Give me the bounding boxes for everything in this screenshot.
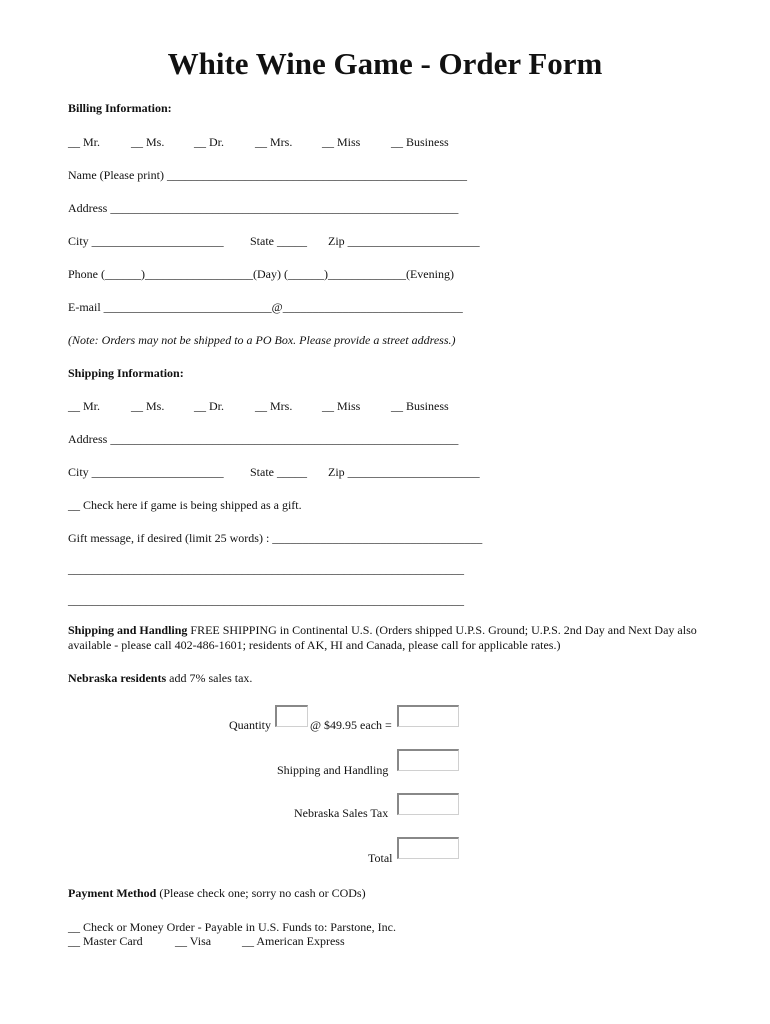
payment-method-label: Payment Method bbox=[68, 886, 157, 900]
gift-message-field[interactable]: Gift message, if desired (limit 25 words) : ___________________________________ bbox=[68, 531, 483, 545]
billing-salutation-business[interactable]: __ Business bbox=[391, 135, 449, 149]
payment-method-heading bbox=[68, 886, 698, 901]
subtotal-input[interactable] bbox=[397, 705, 459, 727]
shipping-salutation-dr[interactable]: __ Dr. bbox=[194, 399, 224, 413]
shipping-handling-note bbox=[68, 623, 698, 653]
payment-visa-option[interactable]: __ Visa bbox=[175, 934, 212, 948]
shipping-state-field[interactable]: State _____ bbox=[250, 465, 307, 479]
shipping-zip-field[interactable]: Zip ______________________ bbox=[328, 465, 480, 479]
payment-amex-option[interactable]: __ American Express bbox=[242, 934, 345, 948]
billing-name-field[interactable]: Name (Please print) __________________________________________________ bbox=[68, 168, 467, 182]
nebraska-tax-input[interactable] bbox=[397, 793, 459, 815]
gift-checkbox[interactable]: __ Check here if game is being shipped as a gift. bbox=[68, 498, 302, 512]
gift-message-line[interactable]: __________________________________________________________________ bbox=[68, 593, 464, 607]
billing-heading: Billing Information: bbox=[68, 101, 172, 115]
shipping-handling-label: Shipping and Handling bbox=[68, 623, 188, 637]
shipping-city-field[interactable]: City ______________________ bbox=[68, 465, 224, 479]
billing-address-field[interactable]: Address __________________________________________________________ bbox=[68, 201, 459, 215]
billing-salutation-ms[interactable]: __ Ms. bbox=[131, 135, 165, 149]
billing-salutation-mrs[interactable]: __ Mrs. bbox=[255, 135, 293, 149]
billing-zip-field[interactable]: Zip ______________________ bbox=[328, 234, 480, 248]
po-box-note: (Note: Orders may not be shipped to a PO Box. Please provide a street address.) bbox=[68, 333, 456, 347]
billing-salutation-mr[interactable]: __ Mr. bbox=[68, 135, 101, 149]
price-label: @ $49.95 each = bbox=[310, 718, 392, 732]
quantity-label: Quantity bbox=[229, 718, 271, 732]
billing-city-field[interactable]: City ______________________ bbox=[68, 234, 224, 248]
shipping-heading: Shipping Information: bbox=[68, 366, 184, 380]
shipping-salutation-ms[interactable]: __ Ms. bbox=[131, 399, 165, 413]
payment-check-option[interactable]: __ Check or Money Order - Payable in U.S. Funds to: Parstone, Inc. bbox=[68, 920, 396, 934]
shipping-salutation-mrs[interactable]: __ Mrs. bbox=[255, 399, 293, 413]
shipping-salutation-mr[interactable]: __ Mr. bbox=[68, 399, 101, 413]
total-input[interactable] bbox=[397, 837, 459, 859]
billing-state-field[interactable]: State _____ bbox=[250, 234, 307, 248]
shipping-address-field[interactable]: Address __________________________________________________________ bbox=[68, 432, 459, 446]
sales-tax-text: add 7% sales tax. bbox=[166, 671, 253, 685]
billing-salutation-miss[interactable]: __ Miss bbox=[322, 135, 361, 149]
payment-method-text: (Please check one; sorry no cash or CODs) bbox=[156, 886, 366, 900]
quantity-input[interactable] bbox=[275, 705, 308, 727]
sales-tax-label: Nebraska residents bbox=[68, 671, 167, 685]
nebraska-tax-label: Nebraska Sales Tax bbox=[294, 806, 389, 820]
payment-mastercard-option[interactable]: __ Master Card bbox=[68, 934, 143, 948]
shipping-salutation-business[interactable]: __ Business bbox=[391, 399, 449, 413]
sales-tax-note bbox=[68, 671, 698, 686]
gift-message-line[interactable]: __________________________________________________________________ bbox=[68, 562, 464, 576]
shipping-handling-input[interactable] bbox=[397, 749, 459, 771]
billing-email-field[interactable]: E-mail ____________________________@______________________________ bbox=[68, 300, 463, 314]
page-title: White Wine Game - Order Form bbox=[167, 46, 603, 81]
shipping-handling-text: FREE SHIPPING in Continental U.S. (Orders shipped U.P.S. Ground; U.P.S. 2nd Day and Next Day also available - please call 402-486-1601; residents of AK, HI and Canada, please call for applicable rates.) bbox=[68, 623, 697, 652]
billing-phone-field[interactable]: Phone (______)__________________(Day) (______)_____________(Evening) bbox=[68, 267, 454, 281]
total-label: Total bbox=[368, 851, 393, 865]
billing-salutation-dr[interactable]: __ Dr. bbox=[194, 135, 224, 149]
shipping-salutation-miss[interactable]: __ Miss bbox=[322, 399, 361, 413]
shipping-handling-amount-label: Shipping and Handling bbox=[277, 763, 389, 777]
